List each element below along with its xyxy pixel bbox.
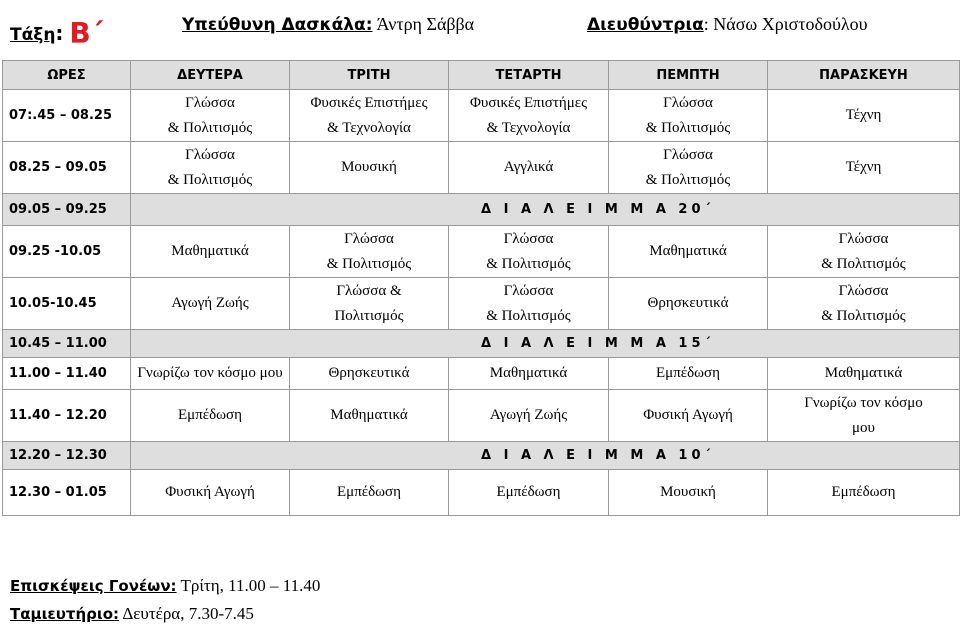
lesson-text: & Πολιτισμός	[486, 255, 571, 272]
lesson-wednesday	[449, 470, 609, 516]
lesson-text: & Πολιτισμός	[486, 307, 571, 324]
header-row	[3, 61, 960, 90]
lesson-thursday	[609, 90, 768, 142]
lesson-text: Τέχνη	[845, 159, 882, 175]
lesson-text: Γλώσσα &	[336, 282, 402, 299]
grade	[10, 14, 104, 50]
lesson-friday	[768, 278, 960, 330]
document-header	[10, 10, 950, 50]
break-label: Δ Ι Α Λ Ε Ι Μ Μ Α 15΄	[131, 330, 960, 358]
lesson-text: Φυσικές Επιστήμες	[469, 94, 588, 111]
period-time: 11.00 – 11.40	[3, 358, 131, 390]
lesson-text: & Πολιτισμός	[326, 255, 412, 272]
parent-visits-label: Επισκέψεις Γονέων:	[10, 577, 177, 595]
grade-label: Τάξη	[10, 25, 56, 45]
parent-visits	[10, 576, 320, 596]
period-time: 12.20 – 12.30	[3, 442, 131, 470]
teacher-label: Υπεύθυνη Δασκάλα:	[182, 15, 373, 35]
lesson-wednesday	[449, 390, 609, 442]
period-row	[3, 390, 960, 442]
director-name: : Νάσω Χριστοδούλου	[703, 14, 868, 34]
lesson-friday	[768, 358, 960, 390]
lesson-monday	[131, 90, 290, 142]
period-row	[3, 142, 960, 194]
lesson-monday	[131, 390, 290, 442]
lesson-text: & Τεχνολογία	[327, 119, 411, 136]
grade-colon: :	[55, 21, 64, 45]
savings-bank-label: Ταμιευτήριο:	[10, 605, 120, 623]
lesson-text: Τέχνη	[845, 107, 882, 123]
lesson-text: Μαθηματικά	[171, 243, 249, 259]
period-time: 11.40 – 12.20	[3, 390, 131, 442]
lesson-text: Γλώσσα	[838, 282, 889, 299]
lesson-friday	[768, 470, 960, 516]
lesson-thursday	[609, 470, 768, 516]
lesson-text: Εμπέδωση	[178, 407, 242, 423]
lesson-tuesday	[290, 390, 449, 442]
lesson-text: Γλώσσα	[663, 94, 713, 111]
lesson-text: Γλώσσα	[838, 230, 889, 247]
lesson-tuesday	[290, 90, 449, 142]
header-hours: ΩΡΕΣ	[3, 61, 131, 90]
period-row	[3, 278, 960, 330]
lesson-text: Μουσική	[341, 159, 397, 175]
break-label: Δ Ι Α Λ Ε Ι Μ Μ Α 10΄	[131, 442, 960, 470]
lesson-text: Γλώσσα	[344, 230, 394, 247]
lesson-friday	[768, 90, 960, 142]
lesson-wednesday	[449, 358, 609, 390]
lesson-text: Γλώσσα	[503, 230, 554, 247]
lesson-text: & Πολιτισμός	[167, 171, 253, 188]
header-friday: ΠΑΡΑΣΚΕΥΗ	[768, 61, 960, 90]
header-monday: ΔΕΥΤΕΡΑ	[131, 61, 290, 90]
lesson-thursday	[609, 278, 768, 330]
lesson-text: Γλώσσα	[185, 94, 235, 111]
lesson-text: Θρησκευτικά	[328, 365, 410, 381]
lesson-thursday	[609, 226, 768, 278]
period-row	[3, 226, 960, 278]
lesson-wednesday	[449, 226, 609, 278]
lesson-text: Μαθηματικά	[489, 365, 568, 381]
parent-visits-value: Τρίτη, 11.00 – 11.40	[176, 576, 321, 595]
lesson-text: & Πολιτισμός	[821, 255, 906, 272]
lesson-tuesday	[290, 470, 449, 516]
lesson-text: & Πολιτισμός	[645, 171, 731, 188]
header-tuesday: ΤΡΙΤΗ	[290, 61, 449, 90]
lesson-text: Μαθηματικά	[330, 407, 408, 423]
lesson-wednesday	[449, 142, 609, 194]
director-label: Διευθύντρια	[587, 15, 704, 35]
header-wednesday: ΤΕΤΑΡΤΗ	[449, 61, 609, 90]
teacher-name: Άντρη Σάββα	[376, 14, 475, 34]
period-time: 09.05 – 09.25	[3, 194, 131, 226]
lesson-tuesday	[290, 142, 449, 194]
grade-value: Β΄	[69, 17, 104, 50]
lesson-thursday	[609, 142, 768, 194]
break-row	[3, 442, 960, 470]
period-time: 09.25 -10.05	[3, 226, 131, 278]
lesson-text: Μαθηματικά	[824, 365, 903, 381]
lesson-text: Γνωρίζω τον κόσμο	[804, 394, 923, 411]
lesson-friday	[768, 390, 960, 442]
lesson-text: Εμπέδωση	[496, 484, 561, 500]
period-time: 07:.45 – 08.25	[3, 90, 131, 142]
lesson-tuesday	[290, 278, 449, 330]
lesson-text: Θρησκευτικά	[647, 295, 729, 311]
period-time: 10.05-10.45	[3, 278, 131, 330]
period-row	[3, 358, 960, 390]
break-row	[3, 194, 960, 226]
lesson-text: Φυσική Αγωγή	[643, 407, 733, 423]
lesson-text: Εμπέδωση	[831, 484, 896, 500]
teacher	[182, 14, 474, 35]
period-time: 12.30 – 01.05	[3, 470, 131, 516]
lesson-text: Αγγλικά	[503, 159, 554, 175]
lesson-friday	[768, 142, 960, 194]
lesson-monday	[131, 142, 290, 194]
lesson-friday	[768, 226, 960, 278]
lesson-text: Εμπέδωση	[656, 365, 720, 381]
lesson-text: & Πολιτισμός	[821, 307, 906, 324]
lesson-text: & Πολιτισμός	[645, 119, 731, 136]
lesson-text: Γνωρίζω τον κόσμο μου	[137, 365, 283, 381]
lesson-text: Αγωγή Ζωής	[171, 295, 249, 311]
lesson-text: & Τεχνολογία	[486, 119, 571, 136]
period-time: 08.25 – 09.05	[3, 142, 131, 194]
director	[587, 14, 868, 35]
lesson-text: Φυσική Αγωγή	[165, 484, 255, 500]
lesson-text: Φυσικές Επιστήμες	[310, 94, 428, 111]
lesson-tuesday	[290, 358, 449, 390]
lesson-text: Μαθηματικά	[649, 243, 727, 259]
break-row	[3, 330, 960, 358]
lesson-thursday	[609, 358, 768, 390]
lesson-monday	[131, 226, 290, 278]
lesson-text: μου	[852, 419, 875, 436]
lesson-text: Πολιτισμός	[334, 307, 404, 324]
lesson-wednesday	[449, 278, 609, 330]
period-row	[3, 90, 960, 142]
lesson-text: Γλώσσα	[503, 282, 554, 299]
header-thursday: ΠΕΜΠΤΗ	[609, 61, 768, 90]
lesson-text: Εμπέδωση	[337, 484, 401, 500]
period-row	[3, 470, 960, 516]
period-time: 10.45 – 11.00	[3, 330, 131, 358]
lesson-text: Γλώσσα	[663, 146, 713, 163]
lesson-monday	[131, 278, 290, 330]
lesson-monday	[131, 470, 290, 516]
lesson-thursday	[609, 390, 768, 442]
lesson-monday	[131, 358, 290, 390]
lesson-text: Αγωγή Ζωής	[489, 407, 568, 423]
lesson-tuesday	[290, 226, 449, 278]
savings-bank-value: Δευτέρα, 7.30-7.45	[119, 604, 254, 623]
lesson-text: Γλώσσα	[185, 146, 235, 163]
break-label: Δ Ι Α Λ Ε Ι Μ Μ Α 20΄	[131, 194, 960, 226]
lesson-wednesday	[449, 90, 609, 142]
savings-bank	[10, 604, 254, 624]
timetable	[2, 60, 960, 516]
lesson-text: Μουσική	[660, 484, 716, 500]
lesson-text: & Πολιτισμός	[167, 119, 253, 136]
